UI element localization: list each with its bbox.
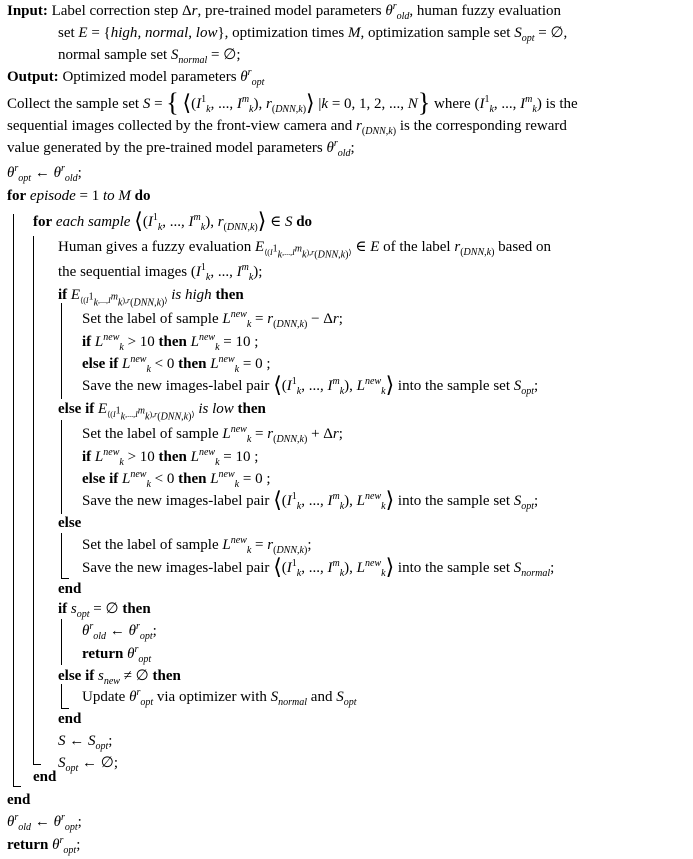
human-eval-line-2: the sequential images ($I^1_k$, ..., $I^m_k$); [58,262,263,283]
clear-sopt-line: $S_{opt}$ ← ∅; [58,755,119,774]
low-set-label-line: Set the label of sample $L^{new}_k = r_{(DNN,k)} + \Delta r$; [82,424,343,445]
init-theta-line: $\theta^r_{opt}$ ← $\theta^r_{old}$; [7,163,82,184]
for-episode-line: for episode = 1 to M do [7,188,151,204]
input-label: Input: [7,3,48,19]
update-line: Update $\theta^r_{opt}$ via optimizer with $S_{normal}$ and $S_{opt}$ [82,687,357,708]
low-save-line: Save the new images-label pair $⟨(I^1_k$, ..., $I^m_k$), $L^{new}_k⟩$ into the sample set $S_{opt}$; [82,487,539,512]
for-sample-line: for each sample $⟨(I^1_k$, ..., $I^m_k$), $r_{(DNN,k)}⟩$ ∈ S do [33,208,313,233]
assign-s-line: S ← $S_{opt}$; [58,733,113,752]
else-if-low-line: else if $E_{⟨(I^1_k,...,I^m_k),r_{(DNN,k)}⟩}$ is low then [58,401,266,423]
collect-line-2: sequential images collected by the front-view camera and $r_{(DNN,k)}$ is the corresponding reward [7,118,567,137]
input-line-2: set E = {high, normal, low}, optimization times M, optimization sample set $S_{opt}$ = ∅, [58,25,568,44]
else-rail [61,533,62,579]
output-line: Output: Optimized model parameters $\theta^r_{opt}$ [7,67,265,88]
input-line-3: normal sample set $S_{normal}$ = ∅; [58,47,241,66]
final-return-line: return $\theta^r_{opt}$; [7,835,81,856]
if-low-rail [61,420,62,514]
collect-line-3: value generated by the pre-trained model parameters $\theta^r_{old}$; [7,138,355,159]
for-sample-rail-end [33,764,41,765]
for-sample-rail [33,236,34,765]
if-sopt-line: if $s_{opt}$ = ∅ then [58,601,151,620]
low-clip-lower-line: else if $L^{new}_k < 0$ then $L^{new}_k = 0$ ; [82,469,271,490]
output-label: Output: [7,69,59,85]
normal-set-label-line: Set the label of sample $L^{new}_k = r_{(DNN,k)}$; [82,535,312,556]
else-if-snew-line: else if $s_{new}$ ≠ ∅ then [58,668,181,687]
final-assign-line: $\theta^r_{old}$ ← $\theta^r_{opt}$; [7,812,82,833]
low-clip-upper-line: if $L^{new}_k > 10$ then $L^{new}_k = 10$ ; [82,447,259,468]
else-if-snew-rail [61,684,62,709]
if-sopt-rail [61,619,62,665]
if-high-line: if $E_{⟨(I^1_k,...,I^m_k),r_{(DNN,k)}⟩}$ is high then [58,287,244,309]
high-set-label-line: Set the label of sample $L^{new}_k = r_{(DNN,k)} - \Delta r$; [82,309,343,330]
end-if-chain-line: end [58,581,82,597]
high-clip-upper-line: if $L^{new}_k > 10$ then $L^{new}_k = 10$ ; [82,332,259,353]
human-eval-line-1: Human gives a fuzzy evaluation $E_{⟨(I^1_k,...,I^m_k),r_{(DNN,k)}⟩}$ ∈ E of the label $r_{(DNN,k)}$ based on [58,239,552,261]
reset-theta-line: $\theta^r_{old}$ ← $\theta^r_{opt}$; [82,621,157,642]
return-inner-line: return $\theta^r_{opt}$ [82,644,152,665]
high-clip-lower-line: else if $L^{new}_k < 0$ then $L^{new}_k = 0$ ; [82,354,271,375]
end-for-episode-line: end [7,792,31,808]
if-high-rail [61,303,62,399]
high-save-line: Save the new images-label pair $⟨(I^1_k$, ..., $I^m_k$), $L^{new}_k⟩$ into the sample set $S_{opt}$; [82,372,539,397]
collect-line-1: Collect the sample set S = { $⟨(I^1_k$, ..., $I^m_k$), $r_{(DNN,k)}⟩$ |k = 0, 1, 2, ..., N} where ($I^1_k$, ..., $I^m_k$) is the [7,88,578,117]
for-episode-rail [13,214,14,787]
end-for-sample-line: end [33,769,57,785]
end-if-sopt-line: end [58,711,82,727]
for-episode-rail-end [13,786,21,787]
normal-save-line: Save the new images-label pair $⟨(I^1_k$, ..., $I^m_k$), $L^{new}_k⟩$ into the sample set $S_{normal}$; [82,554,555,579]
input-line-1: Input: Label correction step Δr, pre-trained model parameters $\theta^r_{old}$, human fuzzy evaluation [7,1,561,22]
else-line: else [58,515,82,531]
